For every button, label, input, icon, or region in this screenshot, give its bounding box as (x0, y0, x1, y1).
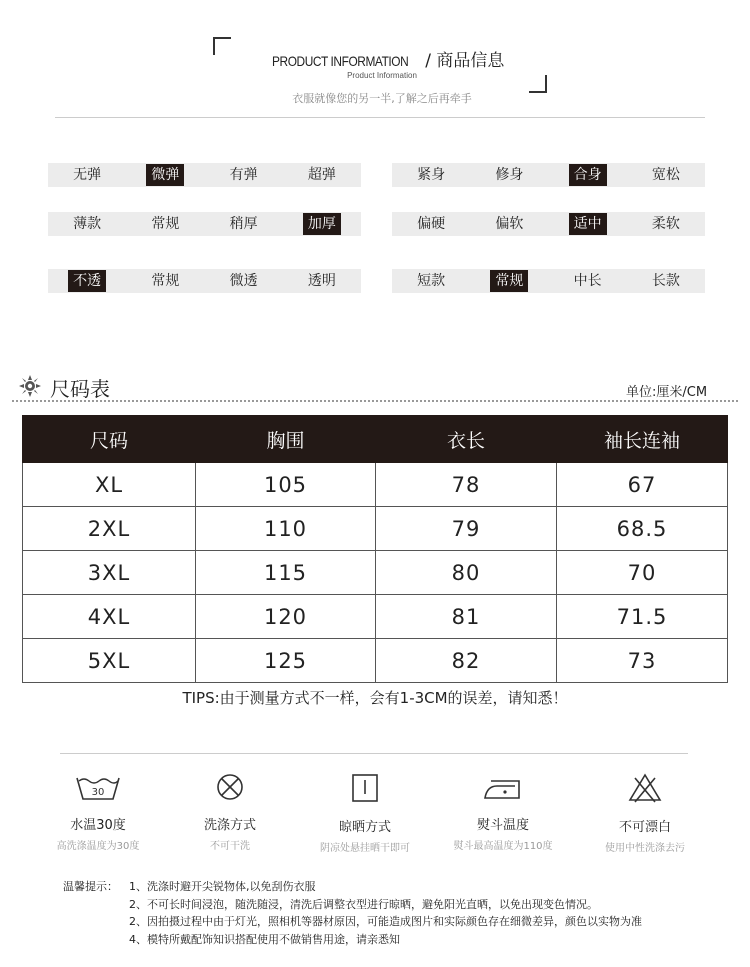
no-bleach-icon (627, 772, 663, 804)
attribute-cell (627, 270, 705, 292)
table-header-row (23, 416, 728, 463)
cell-sleeve: 68.5 (557, 507, 728, 551)
attribute-option: 宽松 (651, 167, 680, 183)
attribute-cell (126, 270, 204, 292)
cell-sleeve: 70 (557, 551, 728, 595)
care-subtitle: 熨斗最高温度为110度 (453, 841, 553, 852)
attribute-cell (470, 164, 548, 186)
attribute-option-selected: 合身 (569, 164, 607, 186)
header-divider (55, 117, 705, 118)
attribute-option: 紧身 (417, 167, 446, 183)
attribute-cell (627, 164, 705, 186)
tips-text: TIPS:由于测量方式不一样，会有1-3CM的误差，请知悉！ (182, 689, 568, 707)
attribute-cell (470, 213, 548, 235)
attribute-cell (283, 164, 361, 186)
attribute-option: 透明 (307, 273, 336, 289)
attribute-option: 短款 (417, 273, 446, 289)
attribute-row-left-1 (48, 212, 361, 236)
cell-size: 3XL (23, 551, 196, 595)
dotted-divider (12, 400, 738, 402)
cell-sleeve: 73 (557, 639, 728, 683)
note-line: 2、因拍摄过程中由于灯光，照相机等器材原因，可能造成图片和实际颜色存在细微差异，颜色以实物为准 (129, 915, 642, 928)
attribute-cell (549, 164, 627, 186)
line-dry-icon (350, 772, 380, 804)
attribute-cell (392, 164, 470, 186)
cell-length: 79 (376, 507, 557, 551)
care-title: 洗涤方式 (203, 818, 256, 833)
size-chart-title: 尺码表 (50, 377, 110, 401)
attribute-cell (627, 213, 705, 235)
attribute-option: 柔软 (651, 216, 680, 232)
corner-bracket-bottom-right (529, 75, 547, 93)
cell-size: 5XL (23, 639, 196, 683)
attribute-option: 常规 (151, 273, 180, 289)
care-item-drying (305, 772, 425, 854)
attribute-option: 超弹 (307, 167, 336, 183)
attribute-cell (549, 270, 627, 292)
page-subtitle: Product Information (347, 71, 417, 80)
corner-bracket-top-left (213, 37, 231, 55)
care-subtitle: 阴凉处悬挂晒干即可 (320, 843, 410, 854)
care-subtitle: 高洗涤温度为30度 (56, 841, 140, 852)
title-chinese: 商品信息 (436, 51, 505, 71)
wash-30-icon (74, 772, 122, 802)
attribute-row-right-0 (392, 163, 705, 187)
care-divider (60, 753, 688, 754)
title-english: PRODUCT INFORMATION (271, 53, 408, 69)
attribute-option: 中长 (573, 273, 602, 289)
attribute-option: 薄款 (73, 216, 102, 232)
care-title: 熨斗温度 (476, 818, 529, 833)
attribute-cell (205, 270, 283, 292)
cell-sleeve: 67 (557, 463, 728, 507)
cell-chest: 115 (196, 551, 376, 595)
cell-size: 2XL (23, 507, 196, 551)
care-item-wash (38, 772, 158, 852)
attribute-cell (205, 213, 283, 235)
attribute-cell (48, 270, 126, 292)
care-item-washing-method (170, 772, 290, 852)
note-line: 4、模特所戴配饰知识搭配使用不做销售用途，请亲悉知 (129, 932, 400, 946)
cell-size: XL (23, 463, 196, 507)
size-table (22, 415, 728, 683)
iron-icon (481, 772, 525, 802)
attribute-option: 长款 (651, 273, 680, 289)
care-subtitle: 使用中性洗涤去污 (605, 843, 685, 854)
cell-chest: 105 (196, 463, 376, 507)
attribute-row-right-1 (392, 212, 705, 236)
attribute-option: 常规 (151, 216, 180, 232)
attribute-cell (549, 213, 627, 235)
care-title: 晾晒方式 (338, 820, 391, 835)
care-title: 水温30度 (70, 818, 126, 833)
cell-length: 78 (376, 463, 557, 507)
attribute-option: 无弹 (73, 167, 102, 183)
header-chest: 胸围 (196, 416, 376, 463)
cell-size: 4XL (23, 595, 196, 639)
cell-chest: 110 (196, 507, 376, 551)
attribute-option-selected: 加厚 (303, 213, 341, 235)
attribute-cell (283, 213, 361, 235)
table-row (23, 595, 728, 639)
no-tumble-dry-icon (215, 772, 245, 802)
attribute-cell (392, 213, 470, 235)
table-row (23, 551, 728, 595)
cell-chest: 125 (196, 639, 376, 683)
attribute-cell (470, 270, 548, 292)
attribute-option: 微透 (229, 273, 258, 289)
header-sleeve: 袖长连袖 (557, 416, 728, 463)
attribute-option: 偏硬 (417, 216, 446, 232)
attribute-cell (283, 270, 361, 292)
attribute-cell (205, 164, 283, 186)
table-row (23, 639, 728, 683)
care-subtitle: 不可干洗 (210, 841, 250, 852)
attribute-option: 修身 (495, 167, 524, 183)
header-length: 衣长 (376, 416, 557, 463)
attribute-cell (126, 213, 204, 235)
attribute-row-left-0 (48, 163, 361, 187)
attribute-option: 稍厚 (229, 216, 258, 232)
attribute-cell (126, 164, 204, 186)
gear-icon (19, 375, 41, 397)
cell-length: 82 (376, 639, 557, 683)
header-size: 尺码 (23, 416, 196, 463)
notes-label: 温馨提示： (63, 880, 118, 893)
cell-chest: 120 (196, 595, 376, 639)
attribute-cell (48, 213, 126, 235)
tagline: 衣服就像您的另一半,了解之后再牵手 (292, 92, 472, 105)
attribute-option: 有弹 (229, 167, 258, 183)
note-line: 2、不可长时间浸泡，随洗随浸，清洗后调整衣型进行晾晒，避免阳光直晒，以免出现变色情况。 (129, 897, 598, 911)
page-title (250, 46, 514, 71)
wash-temp-badge: 30 (91, 787, 105, 798)
attribute-option-selected: 不透 (68, 270, 106, 292)
cell-sleeve: 71.5 (557, 595, 728, 639)
attribute-option-selected: 微弹 (146, 164, 184, 186)
title-separator: / (419, 51, 437, 71)
table-row (23, 507, 728, 551)
attribute-option-selected: 常规 (490, 270, 528, 292)
cell-length: 80 (376, 551, 557, 595)
care-item-iron (443, 772, 563, 852)
care-title: 不可漂白 (618, 820, 671, 835)
care-item-bleach (585, 772, 705, 854)
table-row (23, 463, 728, 507)
attribute-row-left-2 (48, 269, 361, 293)
note-line: 1、洗涤时避开尖锐物体,以免刮伤衣服 (129, 880, 316, 893)
attribute-cell (392, 270, 470, 292)
attribute-option-selected: 适中 (569, 213, 607, 235)
attribute-cell (48, 164, 126, 186)
attribute-option: 偏软 (495, 216, 524, 232)
size-chart-unit: 单位:厘米/CM (626, 385, 708, 400)
attribute-row-right-2 (392, 269, 705, 293)
cell-length: 81 (376, 595, 557, 639)
